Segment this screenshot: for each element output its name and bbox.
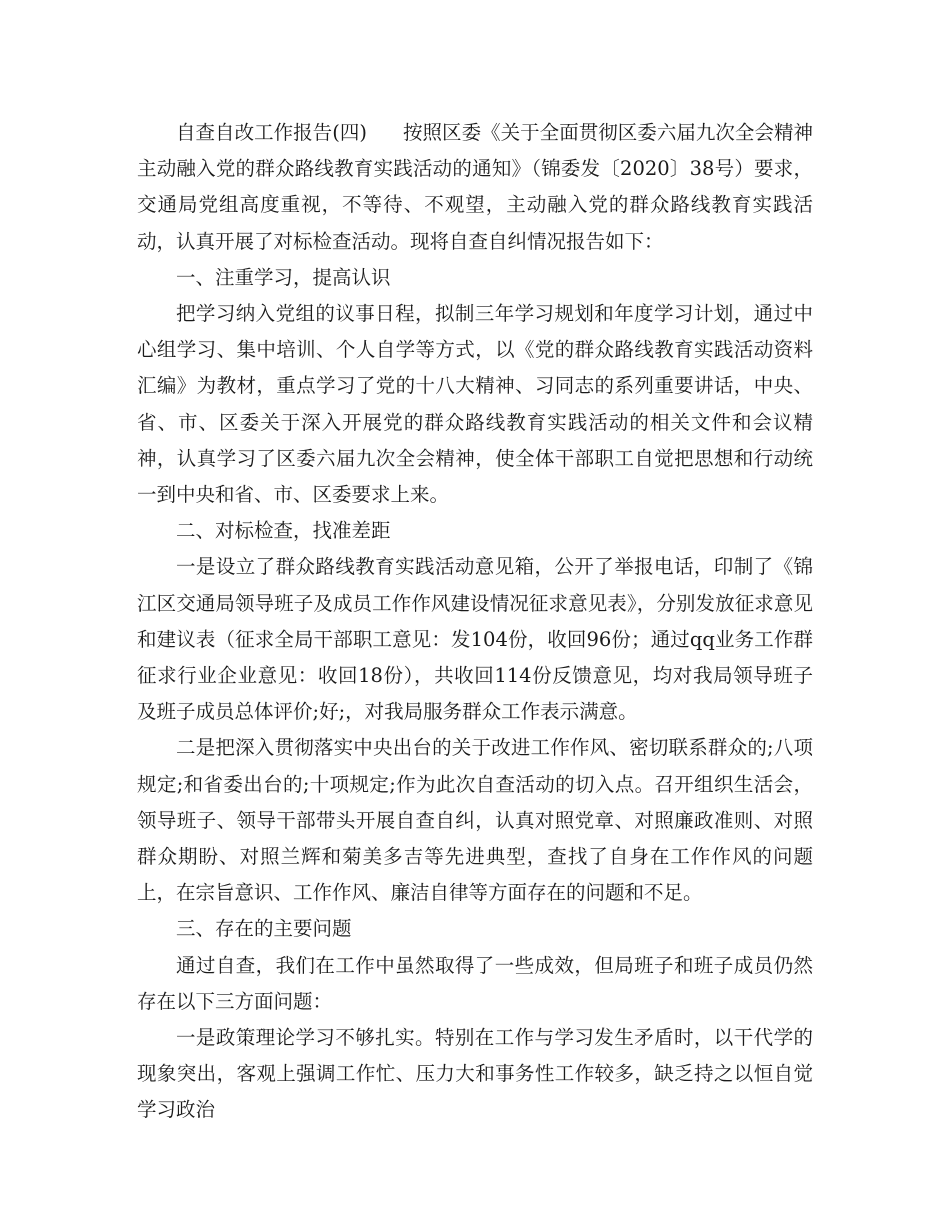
section-heading-2: 二、对标检查，找准差距	[176, 519, 391, 543]
body-paragraph: 通过自查，我们在工作中虽然取得了一些成效，但局班子和班子成员仍然存在以下三方面问题：	[137, 953, 813, 1013]
section-heading-3: 三、存在的主要问题	[176, 917, 352, 941]
body-paragraph: 一是政策理论学习不够扎实。特别在工作与学习发生矛盾时，以干代学的现象突出，客观上强调工作忙、压力大和事务性工作较多，缺乏持之以恒自觉学习政治	[137, 1026, 813, 1122]
body-paragraph: 把学习纳入党组的议事日程，拟制三年学习规划和年度学习计划，通过中心组学习、集中培训、个人自学等方式，以《党的群众路线教育实践活动资料汇编》为教材，重点学习了党的十八大精神、习同志的系列重要讲话，中央、省、市、区委关于深入开展党的群众路线教育实践活动的相关文件和会议精神，认真学习了区委六届九次全会精神，使全体干部职工自觉把思想和行动统一到中央和省、市、区委要求上来。	[137, 302, 813, 507]
body-paragraph: 一是设立了群众路线教育实践活动意见箱，公开了举报电话，印制了《锦江区交通局领导班子及成员工作作风建设情况征求意见表》，分别发放征求意见和建议表（征求全局干部职工意见：发104份，收回96份；通过qq业务工作群征求行业企业意见：收回18份），共收回114份反馈意见，均对我局领导班子及班子成员总体评价;好;，对我局服务群众工作表示满意。	[137, 555, 813, 724]
intro-text: 按照区委《关于全面贯彻区委六届九次全会精神主动融入党的群众路线教育实践活动的通知》（锦委发〔2020〕38号）要求，交通局党组高度重视，不等待、不观望，主动融入党的群众路线教育实践活动，认真开展了对标检查活动。现将自查自纠情况报告如下：	[137, 121, 813, 253]
document-body	[137, 115, 813, 1129]
opening-paragraph	[137, 115, 813, 260]
section-heading-1: 一、注重学习，提高认识	[176, 265, 391, 289]
body-paragraph: 二是把深入贯彻落实中央出台的关于改进工作作风、密切联系群众的;八项规定;和省委出台的;十项规定;作为此次自查活动的切入点。召开组织生活会，领导班子、领导干部带头开展自查自纠，认真对照党章、对照廉政准则、对照群众期盼、对照兰辉和菊美多吉等先进典型，查找了自身在工作作风的问题上，在宗旨意识、工作作风、廉洁自律等方面存在的问题和不足。	[137, 736, 813, 905]
document-title: 自查自改工作报告(四)	[176, 121, 367, 144]
